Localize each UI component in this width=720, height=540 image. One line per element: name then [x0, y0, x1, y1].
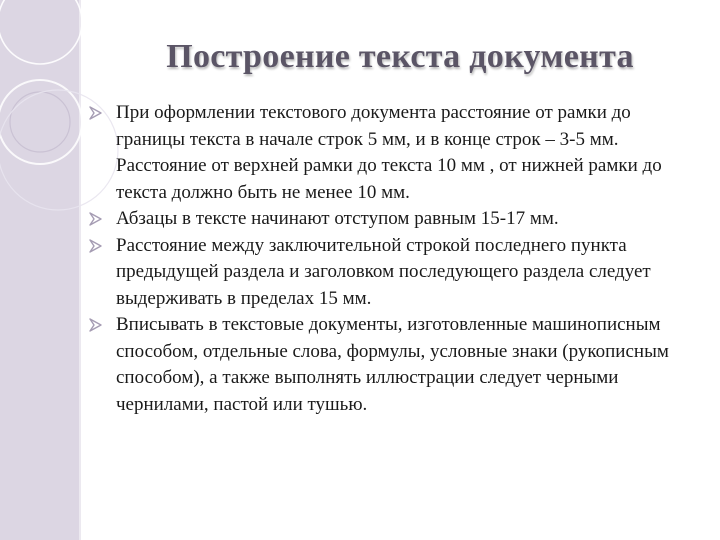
slide-title: Построение текста документа	[166, 38, 634, 75]
arrowhead-bullet-icon	[88, 106, 102, 120]
bullet-item	[88, 206, 698, 233]
bullet-text: Абзацы в тексте начинают отступом равным 15-17 мм.	[116, 208, 559, 229]
arrowhead-bullet-icon	[88, 239, 102, 253]
bullet-list	[88, 100, 698, 418]
bullet-item	[88, 312, 698, 418]
side-band-edge	[79, 0, 81, 540]
bullet-text: Расстояние между заключительной строкой последнего пункта предыдущей раздела и заголовком последующего раздела следует выдерживать в пределах 15 мм.	[116, 234, 651, 309]
bullet-text: Вписывать в текстовые документы, изготовленные машинописным способом, отдельные слова, формулы, условные знаки (рукописным способом), а также выполнять иллюстрации следует черными чернилами, пастой или тушью.	[116, 314, 669, 415]
arrowhead-bullet-icon	[88, 318, 102, 332]
bullet-item	[88, 233, 698, 313]
arrowhead-bullet-icon	[88, 212, 102, 226]
bullet-item	[88, 100, 698, 206]
side-band	[0, 0, 79, 540]
bullet-text: При оформлении текстового документа расстояние от рамки до границы текста в начале строк 5 мм, и в конце строк – 3-5 мм. Расстояние от верхней рамки до текста 10 мм , от нижней рамки до текста должно быть не менее 10 мм.	[116, 102, 662, 203]
